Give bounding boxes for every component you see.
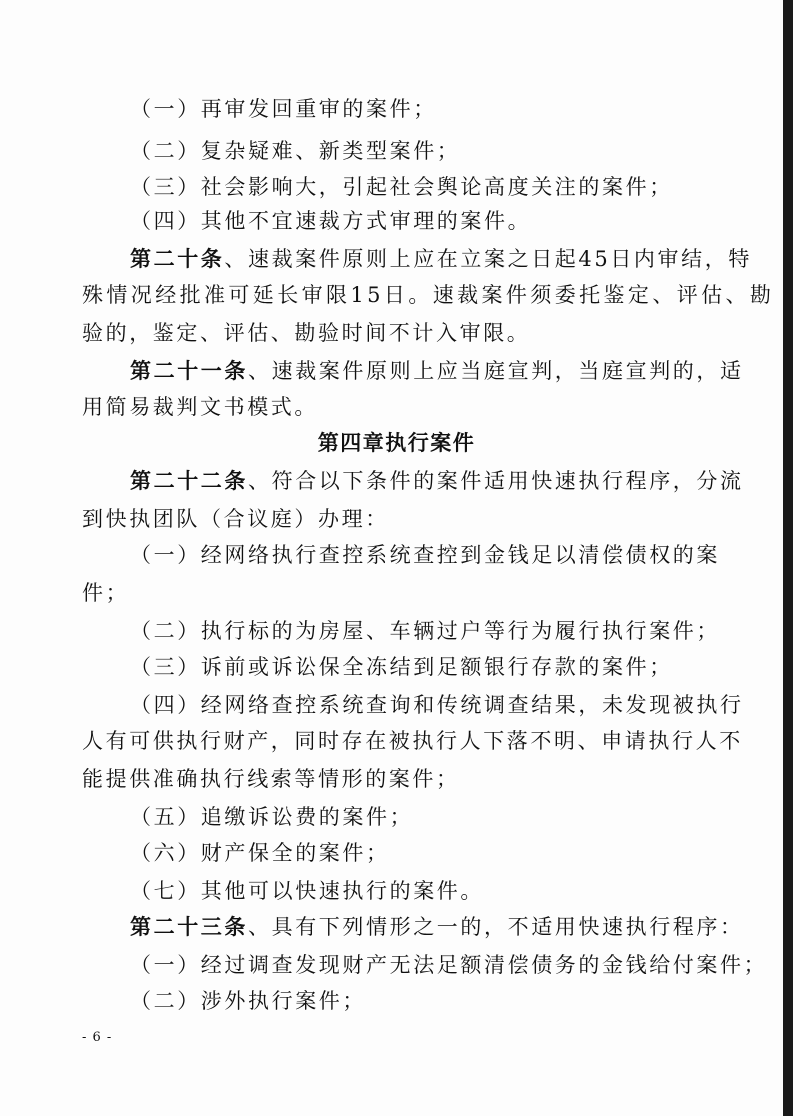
text-line: （二）涉外执行案件；: [130, 989, 366, 1013]
chapter-heading: 第四章执行案件: [317, 430, 476, 455]
text-line: （五）追缴诉讼费的案件；: [130, 805, 414, 829]
text-line: （二）执行标的为房屋、车辆过户等行为履行执行案件；: [130, 619, 720, 643]
article-22-line: 第二十二条、符合以下条件的案件适用快速执行程序，分流: [130, 468, 744, 493]
text-line: （一）再审发回重审的案件；: [130, 97, 437, 121]
text-line: （一）经过调查发现财产无法足额清偿债务的金钱给付案件；: [130, 953, 768, 977]
scan-edge: [783, 0, 793, 1116]
text-line: （七）其他可以快速执行的案件。: [130, 879, 484, 903]
article-21-line: 第二十一条、速裁案件原则上应当庭宣判，当庭宣判的，适: [130, 358, 744, 383]
text-line: （一）经网络执行查控系统查控到金钱足以清偿债权的案: [130, 543, 720, 567]
text-line: 人有可供执行财产，同时存在被执行人下落不明、申请执行人不: [82, 729, 743, 753]
article-20-line: 第二十条、速裁案件原则上应在立案之日起45日内审结，特: [130, 246, 752, 271]
text-line: 验的，鉴定、评估、勘验时间不计入审限。: [82, 321, 531, 345]
text-line: （二）复杂疑难、新类型案件；: [130, 139, 461, 163]
article-number: 第二十二条: [130, 468, 248, 493]
article-23-line: 第二十三条、具有下列情形之一的，不适用快速执行程序：: [130, 914, 744, 939]
text-line: 件；: [82, 581, 130, 605]
text-line: （六）财产保全的案件；: [130, 841, 390, 865]
text-line: 能提供准确执行线索等情形的案件；: [82, 767, 460, 791]
text-line: （四）其他不宜速裁方式审理的案件。: [130, 209, 532, 233]
text-line: （三）诉前或诉讼保全冻结到足额银行存款的案件；: [130, 655, 673, 679]
text-line: 用简易裁判文书模式。: [82, 395, 318, 419]
text-line: （四）经网络查控系统查询和传统调查结果，未发现被执行: [130, 693, 744, 717]
text-line: （三）社会影响大，引起社会舆论高度关注的案件；: [130, 175, 673, 199]
article-number: 第二十条: [130, 246, 225, 271]
article-number: 第二十一条: [130, 358, 248, 383]
article-number: 第二十三条: [130, 914, 248, 939]
page-number: - 6 -: [82, 1030, 113, 1045]
text-line: 殊情况经批准可延长审限15日。速裁案件须委托鉴定、评估、勘: [82, 283, 775, 307]
text-line: 到快执团队（合议庭）办理：: [82, 507, 389, 531]
